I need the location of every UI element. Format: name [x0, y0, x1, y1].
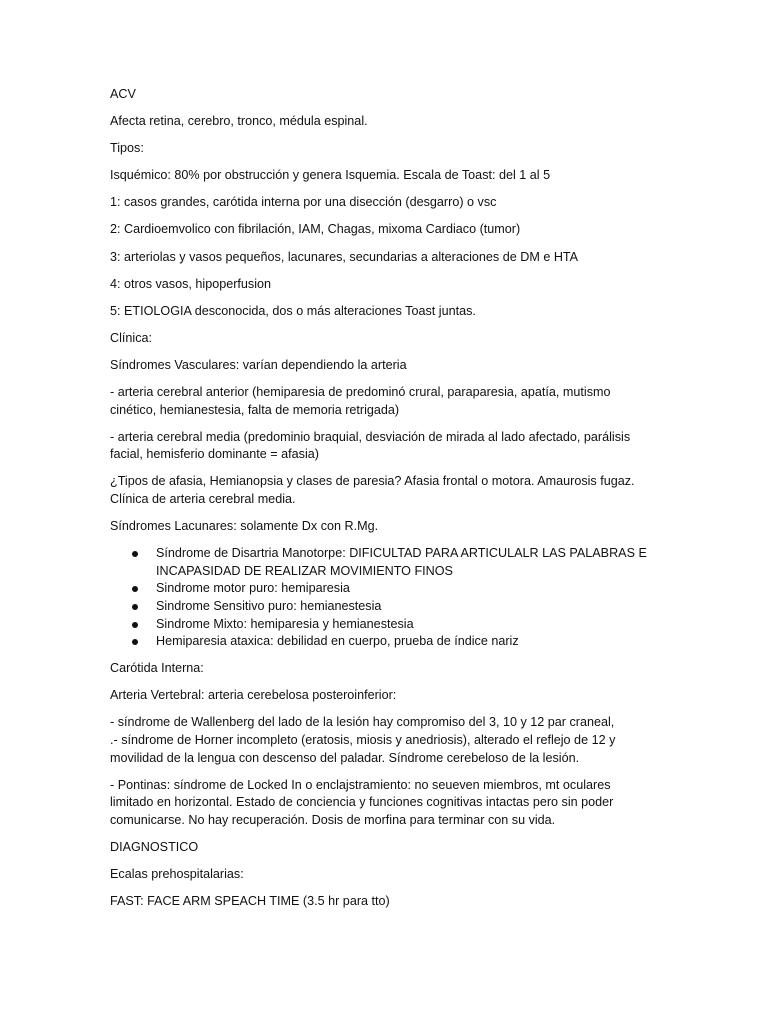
- bullet-icon: [132, 551, 138, 557]
- list-item: [110, 633, 650, 651]
- bullet-list: [110, 545, 650, 651]
- doc-title: ACV: [110, 87, 136, 101]
- list-item: [110, 545, 650, 580]
- paragraph: Isquémico: 80% por obstrucción y genera Isquemia. Escala de Toast: del 1 al 5: [110, 168, 551, 183]
- paragraph: ¿Tipos de afasia, Hemianopsia y clases de paresia? Afasia frontal o motora. Amaurosis fugaz. Clínica de arteria cerebral media.: [110, 474, 635, 506]
- paragraph: Ecalas prehospitalarias:: [110, 867, 244, 882]
- list-item-text: Sindrome Sensitivo puro: hemianestesia: [156, 598, 382, 613]
- paragraph: - Pontinas: síndrome de Locked In o enclajstramiento: no seueven miembros, mt oculares limitado en horizontal. Estado de conciencia y funciones cognitivas intactas pero sin poder comunicarse. No hay recuperación. Dosis de morfina para terminar con su vida.: [110, 777, 614, 827]
- paragraph: - arteria cerebral anterior (hemiparesia de predominó crural, paraparesia, apatía, mutismo cinético, hemianestesia, falta de memoria retrigada): [110, 385, 611, 417]
- list-item: [110, 616, 650, 634]
- list-item: [110, 598, 650, 616]
- list-item: [110, 580, 650, 598]
- bullet-icon: [132, 604, 138, 610]
- paragraph: Tipos:: [110, 141, 144, 156]
- list-item-text: Sindrome motor puro: hemiparesia: [156, 581, 350, 596]
- list-item-text: Síndrome de Disartria Manotorpe: DIFICULTAD PARA ARTICULALR LAS PALABRAS E INCAPASIDAD DE REALIZAR MOVIMIENTO FINOS: [156, 546, 647, 578]
- paragraph: - síndrome de Wallenberg del lado de la lesión hay compromiso del 3, 10 y 12 par craneal, .- síndrome de Horner incompleto (eratosis, miosis y anedriosis), alterado el reflejo de 12 y movilidad de la lengua con descenso del paladar. Síndrome cerebeloso de la lesión.: [110, 715, 616, 765]
- paragraph: Afecta retina, cerebro, tronco, médula espinal.: [110, 114, 368, 129]
- paragraph: 5: ETIOLOGIA desconocida, dos o más alteraciones Toast juntas.: [110, 303, 476, 318]
- list-item-text: Hemiparesia ataxica: debilidad en cuerpo, prueba de índice nariz: [156, 634, 519, 649]
- list-item-text: Sindrome Mixto: hemiparesia y hemianestesia: [156, 616, 414, 631]
- bullet-icon: [132, 639, 138, 645]
- paragraph: Síndromes Vasculares: varían dependiendo la arteria: [110, 357, 407, 372]
- section-heading: DIAGNOSTICO: [110, 840, 199, 854]
- paragraph: FAST: FACE ARM SPEACH TIME (3.5 hr para tto): [110, 894, 390, 909]
- paragraph: - arteria cerebral media (predominio braquial, desviación de mirada al lado afectado, parálisis facial, hemisferio dominante = afasia): [110, 429, 631, 462]
- paragraph: 2: Cardioemvolico con fibrilación, IAM, Chagas, mixoma Cardiaco (tumor): [110, 222, 521, 237]
- paragraph: Síndromes Lacunares: solamente Dx con R.Mg.: [110, 519, 379, 534]
- bullet-icon: [132, 586, 138, 592]
- section-heading: Clínica:: [110, 330, 152, 345]
- paragraph: 4: otros vasos, hipoperfusion: [110, 276, 272, 291]
- paragraph: Carótida Interna:: [110, 661, 204, 676]
- paragraph: Arteria Vertebral: arteria cerebelosa posteroinferior:: [110, 688, 397, 703]
- document-body: [110, 86, 650, 920]
- bullet-icon: [132, 622, 138, 628]
- paragraph: 1: casos grandes, carótida interna por una disección (desgarro) o vsc: [110, 195, 497, 210]
- paragraph: 3: arteriolas y vasos pequeños, lacunares, secundarias a alteraciones de DM e HTA: [110, 249, 579, 264]
